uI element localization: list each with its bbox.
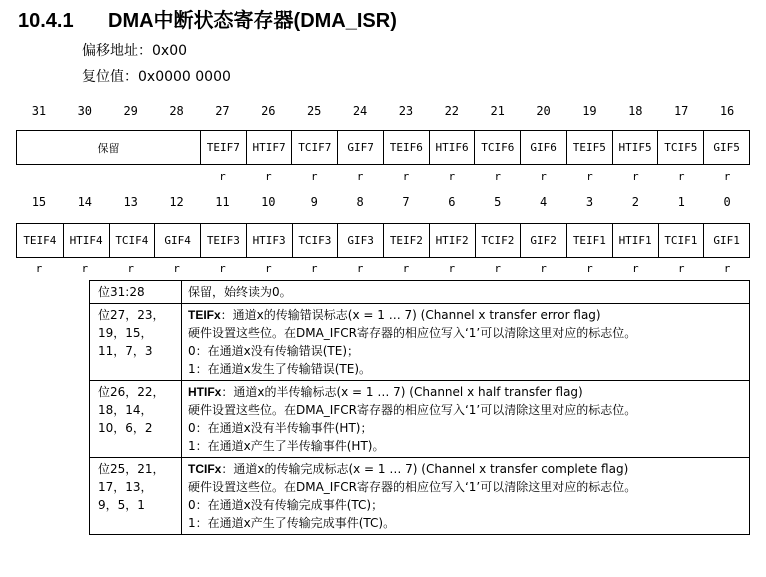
- register-field: TCIF4: [109, 224, 155, 257]
- bit-number: 27: [215, 104, 230, 118]
- register-field: TEIF5: [566, 131, 612, 164]
- bit-number: 29: [123, 104, 138, 118]
- access-type: r: [586, 170, 593, 183]
- bit-number: 13: [123, 195, 138, 209]
- description-line: [188, 383, 743, 401]
- field-name: TCIFx: [188, 462, 222, 476]
- register-field: 保留: [97, 141, 120, 155]
- access-type: r: [540, 170, 547, 183]
- register-lower-row: [16, 223, 750, 258]
- bit-number: 30: [77, 104, 93, 118]
- lower-access-row: [16, 262, 750, 275]
- lower-bit-numbers: [16, 195, 750, 209]
- register-field: GIF2: [520, 224, 566, 257]
- access-type: r: [310, 262, 318, 275]
- description-text: ：通道x的传输错误标志(x = 1 … 7) (Channel x transfer error flag): [220, 308, 601, 322]
- bit-number: 21: [490, 104, 505, 118]
- register-field: TCIF3: [292, 224, 338, 257]
- bit-number: 22: [444, 104, 460, 118]
- bit-number: 11: [215, 195, 230, 209]
- description-cell: [182, 381, 750, 458]
- table-row: [90, 304, 750, 381]
- table-row: [90, 281, 750, 304]
- access-type: r: [402, 170, 410, 183]
- bit-description-table: [89, 280, 750, 535]
- bit-number: 25: [306, 104, 322, 118]
- bit-number: 24: [352, 104, 368, 118]
- description-line: [188, 324, 743, 342]
- bit-position-text: 19，15，: [98, 326, 153, 340]
- access-type: r: [677, 170, 685, 183]
- description-line: [188, 401, 743, 419]
- bit-position-text: 10，6，2: [98, 421, 153, 435]
- description-line: [188, 496, 743, 514]
- register-field: HTIF4: [63, 224, 109, 257]
- register-field: TEIF7: [200, 131, 246, 164]
- description-text: ：通道x的传输完成标志(x = 1 … 7) (Channel x transfer complete flag): [221, 462, 629, 476]
- bit-number: 10: [261, 195, 276, 209]
- register-field: TEIF6: [383, 131, 429, 164]
- access-type: r: [356, 262, 364, 275]
- description-line: [188, 514, 743, 532]
- bit-position-cell: [90, 281, 182, 304]
- upper-bit-numbers: [16, 104, 750, 118]
- bit-number: 18: [628, 104, 643, 118]
- bit-number: 7: [402, 195, 410, 209]
- bit-number: 6: [448, 195, 456, 209]
- register-upper-row: [16, 130, 750, 165]
- description-line: [188, 360, 743, 378]
- description-text: 0：在通道x没有半传输事件(HT)；: [188, 421, 373, 435]
- bit-position-text: 位31:28: [98, 285, 145, 299]
- register-field: TCIF7: [291, 131, 337, 164]
- bit-position-text: 位25，21，: [98, 462, 165, 476]
- register-field: TEIF2: [383, 224, 429, 257]
- bit-number: 8: [356, 195, 364, 209]
- bit-position-cell: [90, 381, 182, 458]
- access-type: r: [219, 262, 226, 275]
- access-type: [154, 170, 200, 183]
- access-type: r: [310, 170, 318, 183]
- description-text: 0：在通道x没有传输错误(TE)；: [188, 344, 360, 358]
- register-field: HTIF7: [246, 131, 292, 164]
- access-type: r: [632, 262, 639, 275]
- register-field: HTIF1: [612, 224, 658, 257]
- access-type: r: [402, 262, 410, 275]
- description-text: ：通道x的半传输标志(x = 1 … 7) (Channel x half transfer flag): [221, 385, 583, 399]
- description-cell: [182, 304, 750, 381]
- bit-number: 20: [536, 104, 551, 118]
- register-field: TCIF6: [474, 131, 520, 164]
- register-field: GIF5: [703, 131, 749, 164]
- bit-position-text: 9，5，1: [98, 498, 145, 512]
- register-field: GIF3: [337, 224, 383, 257]
- access-type: r: [219, 170, 226, 183]
- access-type: r: [448, 170, 456, 183]
- access-type: r: [35, 262, 43, 275]
- bit-number: 2: [631, 195, 639, 209]
- description-text: 硬件设置这些位。在DMA_IFCR寄存器的相应位写入‘1’可以清除这里对应的标志位。: [188, 326, 637, 340]
- access-type: r: [448, 262, 456, 275]
- access-type: r: [632, 170, 639, 183]
- description-line: [188, 478, 743, 496]
- bit-position-cell: [90, 458, 182, 535]
- description-line: [188, 460, 743, 478]
- access-type: r: [540, 262, 547, 275]
- description-line: [188, 342, 743, 360]
- access-type: r: [265, 170, 272, 183]
- access-type: r: [494, 262, 501, 275]
- description-line: [188, 306, 743, 324]
- description-text: 0：在通道x没有传输完成事件(TC)；: [188, 498, 384, 512]
- access-type: r: [677, 262, 685, 275]
- description-text: 1：在通道x产生了传输完成事件(TC)。: [188, 516, 396, 530]
- access-type: r: [265, 262, 272, 275]
- bit-number: 17: [673, 104, 689, 118]
- access-type: r: [494, 170, 501, 183]
- register-field: TEIF3: [200, 224, 246, 257]
- description-line: [188, 283, 743, 301]
- offset-address: 偏移地址：0x00: [82, 43, 188, 59]
- register-field: HTIF5: [612, 131, 658, 164]
- description-text: 硬件设置这些位。在DMA_IFCR寄存器的相应位写入‘1’可以清除这里对应的标志位。: [188, 480, 637, 494]
- register-field: HTIF6: [429, 131, 475, 164]
- access-type: r: [586, 262, 593, 275]
- bit-number: 31: [31, 104, 47, 118]
- register-field: GIF7: [337, 131, 383, 164]
- bit-number: 26: [261, 104, 276, 118]
- access-type: r: [356, 170, 364, 183]
- section-heading: [18, 4, 397, 33]
- description-line: [188, 419, 743, 437]
- bit-position-text: 位27，23，: [98, 308, 165, 322]
- register-field: GIF6: [520, 131, 566, 164]
- bit-number: 3: [585, 195, 594, 209]
- bit-number: 16: [719, 104, 735, 118]
- bit-number: 15: [31, 195, 47, 209]
- section-number: 10.4.1: [18, 10, 74, 32]
- bit-position-text: 位26，22，: [98, 385, 165, 399]
- register-field: TCIF1: [658, 224, 704, 257]
- register-field: TEIF1: [566, 224, 612, 257]
- field-name: HTIFx: [188, 385, 222, 399]
- bit-number: 9: [310, 195, 318, 209]
- description-line: [188, 437, 743, 455]
- access-type: r: [81, 262, 89, 275]
- bit-number: 19: [582, 104, 597, 118]
- bit-number: 14: [77, 195, 93, 209]
- bit-number: 28: [169, 104, 184, 118]
- description-text: 1：在通道x产生了半传输事件(HT)。: [188, 439, 385, 453]
- field-name: TEIFx: [188, 308, 221, 322]
- register-field: TCIF5: [657, 131, 703, 164]
- bit-number: 0: [723, 195, 731, 209]
- access-type: r: [173, 262, 180, 275]
- bit-position-text: 11，7，3: [98, 344, 153, 358]
- bit-number: 12: [169, 195, 184, 209]
- access-type: r: [723, 170, 731, 183]
- bit-position-cell: [90, 304, 182, 381]
- register-field: GIF1: [703, 224, 749, 257]
- access-type: r: [723, 262, 731, 275]
- bit-number: 23: [398, 104, 414, 118]
- description-cell: [182, 281, 750, 304]
- access-type: r: [127, 262, 134, 275]
- bit-position-text: 17，13，: [98, 480, 153, 494]
- table-row: [90, 458, 750, 535]
- register-field: TCIF2: [475, 224, 521, 257]
- reset-value: 复位值：0x0000 0000: [82, 69, 231, 85]
- bit-number: 1: [677, 195, 685, 209]
- table-row: [90, 381, 750, 458]
- access-type: [108, 170, 154, 183]
- description-text: 保留，始终读为0。: [188, 285, 292, 299]
- register-field: HTIF3: [246, 224, 292, 257]
- upper-access-row: [16, 170, 750, 183]
- register-field: TEIF4: [23, 234, 57, 247]
- bit-position-text: 18，14，: [98, 403, 153, 417]
- bit-number: 5: [494, 195, 502, 209]
- bit-number: 4: [539, 195, 548, 209]
- access-type: [62, 170, 108, 183]
- access-type: [16, 170, 62, 183]
- register-field: HTIF2: [429, 224, 475, 257]
- section-title: DMA中断状态寄存器(DMA_ISR): [108, 10, 397, 32]
- description-cell: [182, 458, 750, 535]
- description-text: 1：在通道x发生了传输错误(TE)。: [188, 362, 372, 376]
- register-field: GIF4: [154, 224, 200, 257]
- description-text: 硬件设置这些位。在DMA_IFCR寄存器的相应位写入‘1’可以清除这里对应的标志位。: [188, 403, 637, 417]
